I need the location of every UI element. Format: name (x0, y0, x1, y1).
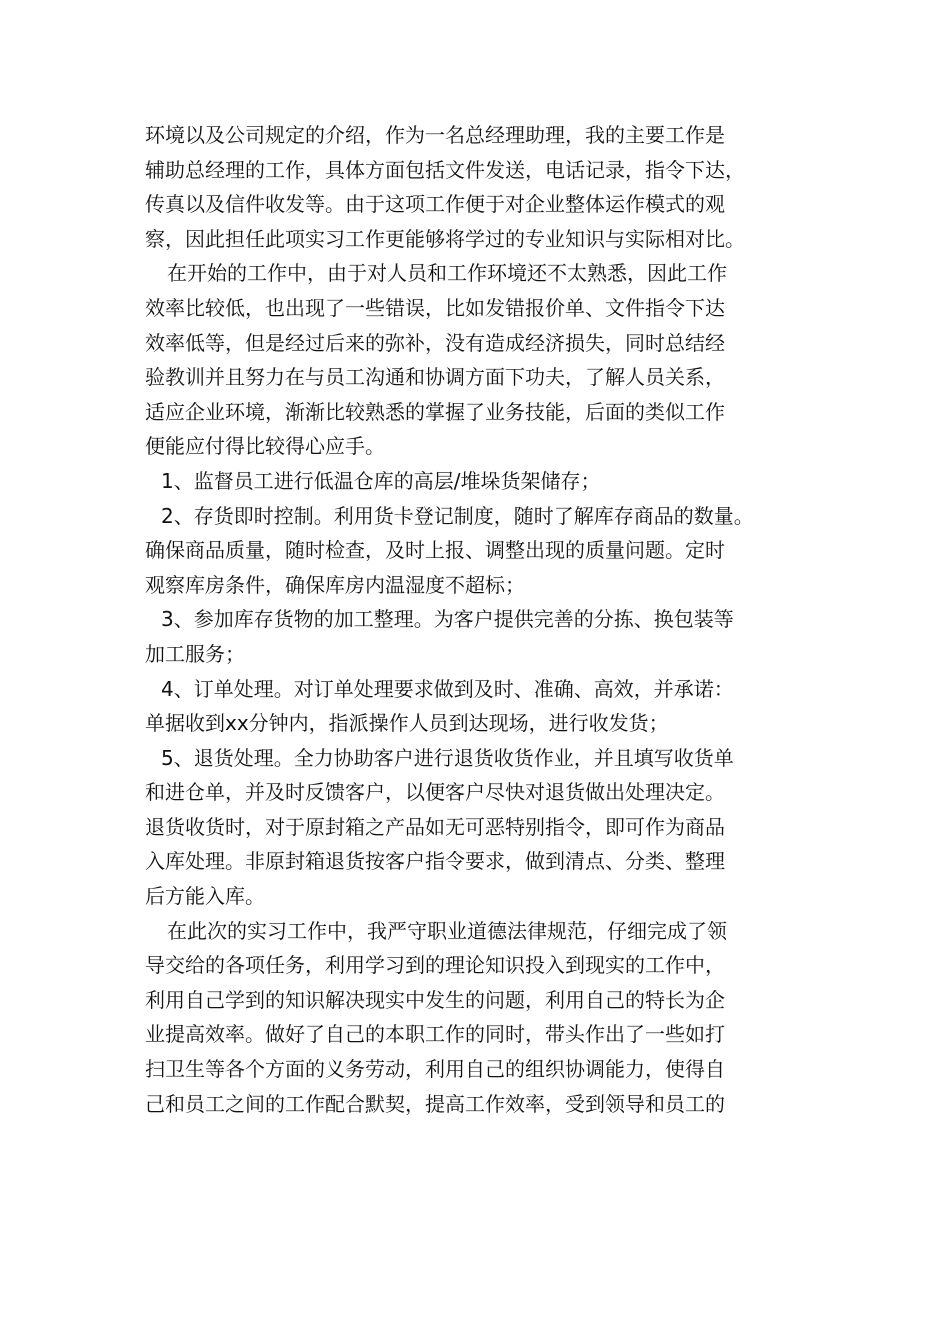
text-line: 3、参加库存货物的加工整理。为客户提供完善的分拣、换包装等 (161, 607, 734, 632)
text-line: 4、订单处理。对订单处理要求做到及时、准确、高效，并承诺： (161, 676, 734, 701)
text-line: 加工服务； (145, 641, 245, 666)
text-line: 察，因此担任此项实习工作更能够将学过的专业知识与实际相对比。 (145, 226, 745, 251)
text-line: 在开始的工作中，由于对人员和工作环境还不太熟悉，因此工作 (167, 261, 727, 286)
text-line: 单据收到xx分钟内，指派操作人员到达现场，进行收发货； (145, 711, 669, 736)
text-line: 和进仓单，并及时反馈客户，以便客户尽快对退货做出处理决定。 (145, 780, 725, 805)
text-line: 利用自己学到的知识解决现实中发生的问题，利用自己的特长为企 (145, 987, 725, 1012)
text-line: 在此次的实习工作中，我严守职业道德法律规范，仔细完成了领 (167, 918, 727, 943)
text-line: 确保商品质量，随时检查，及时上报、调整出现的质量问题。定时 (145, 538, 725, 563)
text-line: 入库处理。非原封箱退货按客户指令要求，做到清点、分类、整理 (145, 849, 725, 874)
text-line: 2、存货即时控制。利用货卡登记制度，随时了解库存商品的数量。 (161, 503, 754, 528)
text-line: 己和员工之间的工作配合默契，提高工作效率，受到领导和员工的 (145, 1091, 725, 1116)
text-line: 便能应付得比较得心应手。 (145, 434, 385, 459)
text-line: 业提高效率。做好了自己的本职工作的同时，带头作出了一些如打 (145, 1022, 725, 1047)
text-line: 环境以及公司规定的介绍，作为一名总经理助理，我的主要工作是 (145, 123, 725, 147)
text-line: 适应企业环境，渐渐比较熟悉的掌握了业务技能，后面的类似工作 (145, 399, 725, 424)
text-line: 辅助总经理的工作，具体方面包括文件发送，电话记录，指令下达， (145, 157, 745, 182)
text-line: 5、退货处理。全力协助客户进行退货收货作业，并且填写收货单 (161, 745, 734, 770)
text-line: 效率低等，但是经过后来的弥补，没有造成经济损失，同时总结经 (145, 330, 725, 355)
text-line: 退货收货时，对于原封箱之产品如无可恶特别指令，即可作为商品 (145, 814, 725, 839)
text-line: 扫卫生等各个方面的义务劳动，利用自己的组织协调能力，使得自 (145, 1057, 725, 1082)
text-line: 导交给的各项任务，利用学习到的理论知识投入到现实的工作中， (145, 953, 725, 978)
text-line: 观察库房条件，确保库房内温湿度不超标； (145, 572, 525, 597)
text-line: 1、监督员工进行低温仓库的高层/堆垛货架储存； (161, 468, 601, 493)
text-line: 验教训并且努力在与员工沟通和协调方面下功夫，了解人员关系， (145, 365, 725, 390)
document-body (145, 118, 825, 1121)
text-line: 传真以及信件收发等。由于这项工作便于对企业整体运作模式的观 (145, 192, 725, 217)
text-line: 效率比较低，也出现了一些错误，比如发错报价单、文件指令下达 (145, 295, 725, 320)
text-line: 后方能入库。 (145, 884, 265, 909)
